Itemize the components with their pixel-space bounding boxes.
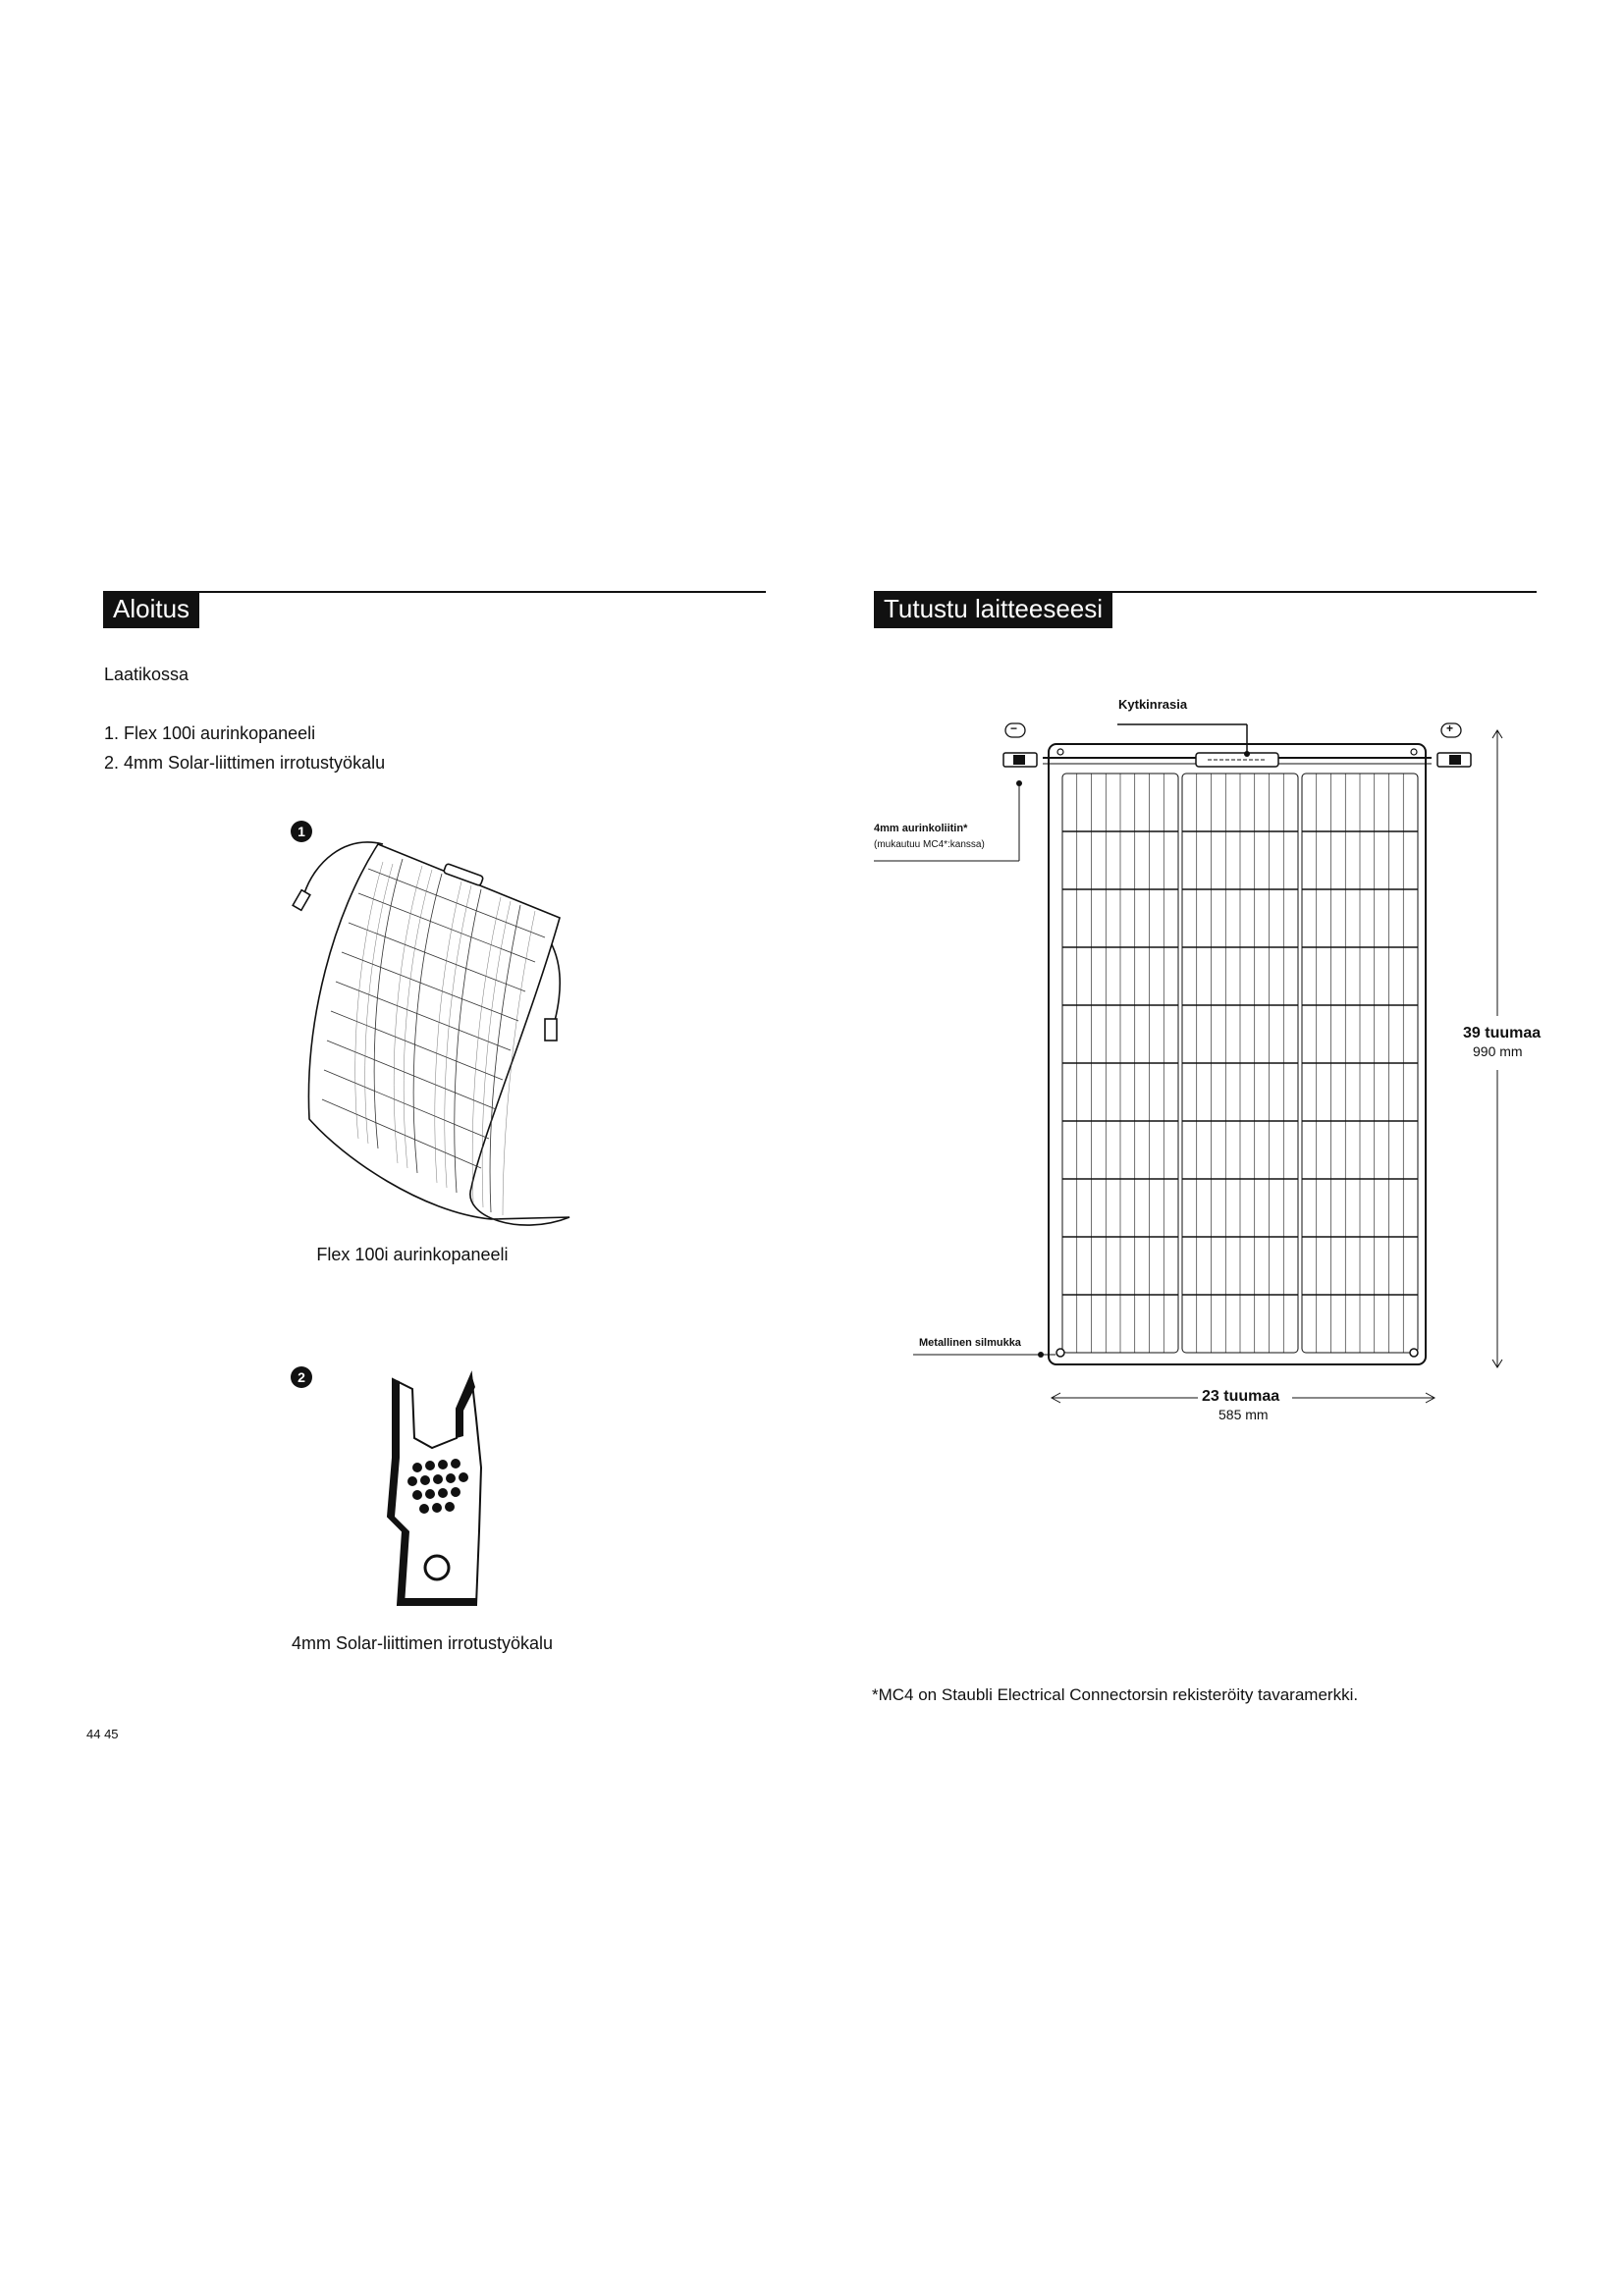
connector-label: 4mm aurinkoliitin* <box>874 823 968 834</box>
figure-1-badge: 1 <box>291 821 312 842</box>
list-item: 2. 4mm Solar-liittimen irrotustyökalu <box>104 753 386 773</box>
eyelet-label: Metallinen silmukka <box>919 1337 1021 1349</box>
junction-box-label: Kytkinrasia <box>1118 697 1188 712</box>
footnote: *MC4 on Staubli Electrical Connectorsin rekisteröity tavaramerkki. <box>872 1685 1359 1704</box>
height-imperial: 39 tuumaa <box>1463 1025 1542 1041</box>
page-numbers: 44 45 <box>86 1727 119 1741</box>
list-item: 1. Flex 100i aurinkopaneeli <box>104 723 316 743</box>
width-imperial: 23 tuumaa <box>1202 1388 1280 1405</box>
figure-2-badge: 2 <box>291 1366 312 1388</box>
left-heading: Aloitus <box>103 591 199 628</box>
intro-text: Laatikossa <box>104 665 189 684</box>
figure-2-caption: 4mm Solar-liittimen irrotustyökalu <box>291 1633 554 1653</box>
connector-sublabel: (mukautuu MC4*:kanssa) <box>874 839 985 850</box>
figure-1-caption: Flex 100i aurinkopaneeli <box>316 1245 509 1264</box>
plus-symbol: + <box>1446 721 1454 735</box>
right-heading: Tutustu laitteeseesi <box>874 591 1112 628</box>
minus-symbol: − <box>1010 721 1018 735</box>
width-metric: 585 mm <box>1218 1407 1269 1422</box>
height-metric: 990 mm <box>1473 1043 1523 1059</box>
